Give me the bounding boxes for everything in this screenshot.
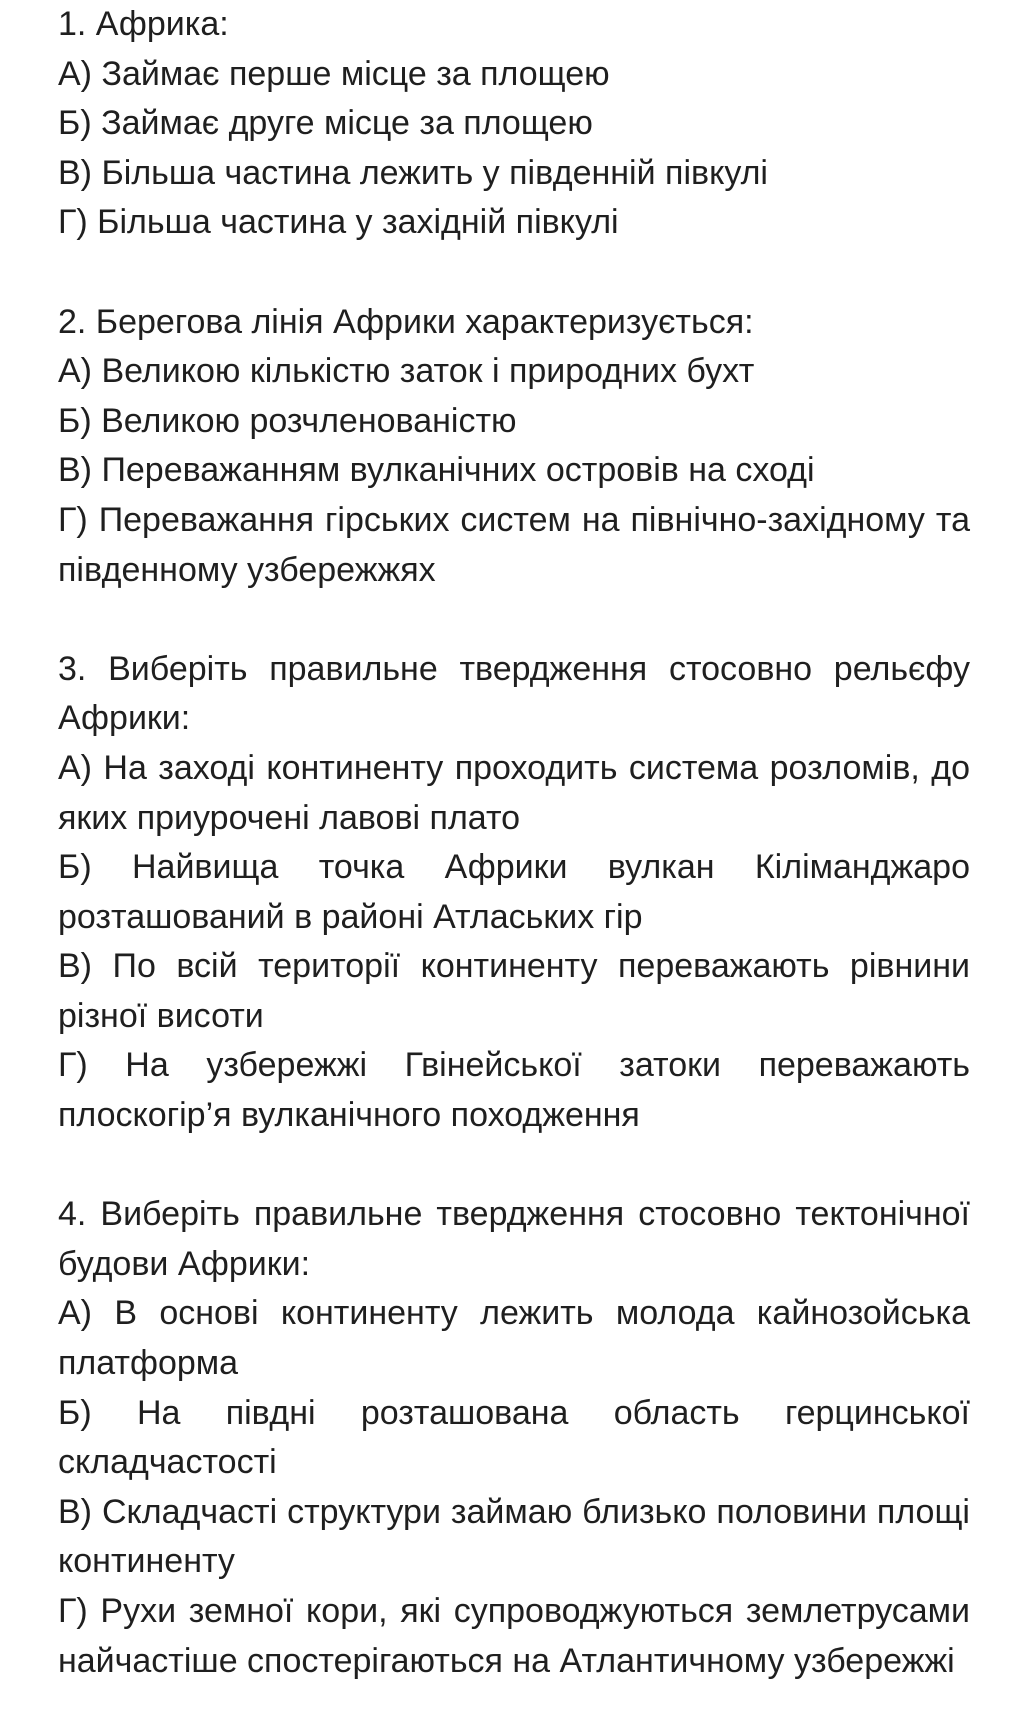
answer-option-b: Б) Найвища точка Африки вулкан Кіліманджаро розташований в районі Атлаських гір: [58, 848, 970, 936]
question-3: [58, 645, 970, 1141]
question-title: 3. Виберіть правильне твердження стосовно рельєфу Африки:: [58, 649, 970, 738]
question-1: [58, 0, 970, 248]
answer-option-a: А) Займає перше місце за площею: [58, 54, 610, 93]
answer-option-a: А) Великою кількістю заток і природних бухт: [58, 352, 755, 391]
answer-option-b: Б) Великою розчленованістю: [58, 401, 517, 440]
answer-option-d: Г) Рухи земної кори, які супроводжуються землетрусами найчастіше спостерігаються на Атлантичному узбережжі: [58, 1592, 970, 1680]
answer-option-c: В) Переважанням вулканічних островів на сході: [58, 451, 815, 490]
answer-option-b: Б) Займає друге місце за площею: [58, 104, 593, 143]
answer-option-a: А) В основі континенту лежить молода кайнозойська платформа: [58, 1294, 970, 1383]
answer-option-c: В) По всій території континенту переважають рівнини різної висоти: [58, 947, 970, 1035]
answer-option-b: Б) На півдні розташована область герцинської складчастості: [58, 1393, 970, 1482]
answer-option-d: Г) На узбережжі Гвінейської затоки переважають плоскогір’я вулканічного походження: [58, 1046, 970, 1135]
answer-option-d: Г) Переважання гірських систем на північно-західному та південному узбережжях: [58, 500, 970, 589]
question-title: 2. Берегова лінія Африки характеризується:: [58, 302, 754, 341]
question-title: 4. Виберіть правильне твердження стосовно тектонічної будови Африки:: [58, 1195, 970, 1283]
question-4: [58, 1190, 970, 1686]
answer-option-c: В) Більша частина лежить у південній півкулі: [58, 153, 768, 192]
quiz-document: [58, 0, 970, 1686]
answer-option-a: А) На заході континенту проходить система розломів, до яких приурочені лавові плато: [58, 748, 970, 837]
question-title: 1. Африка:: [58, 5, 229, 43]
answer-option-c: В) Складчасті структури займаю близько половини площі континенту: [58, 1492, 970, 1581]
question-2: [58, 298, 970, 596]
answer-option-d: Г) Більша частина у західній півкулі: [58, 203, 619, 242]
